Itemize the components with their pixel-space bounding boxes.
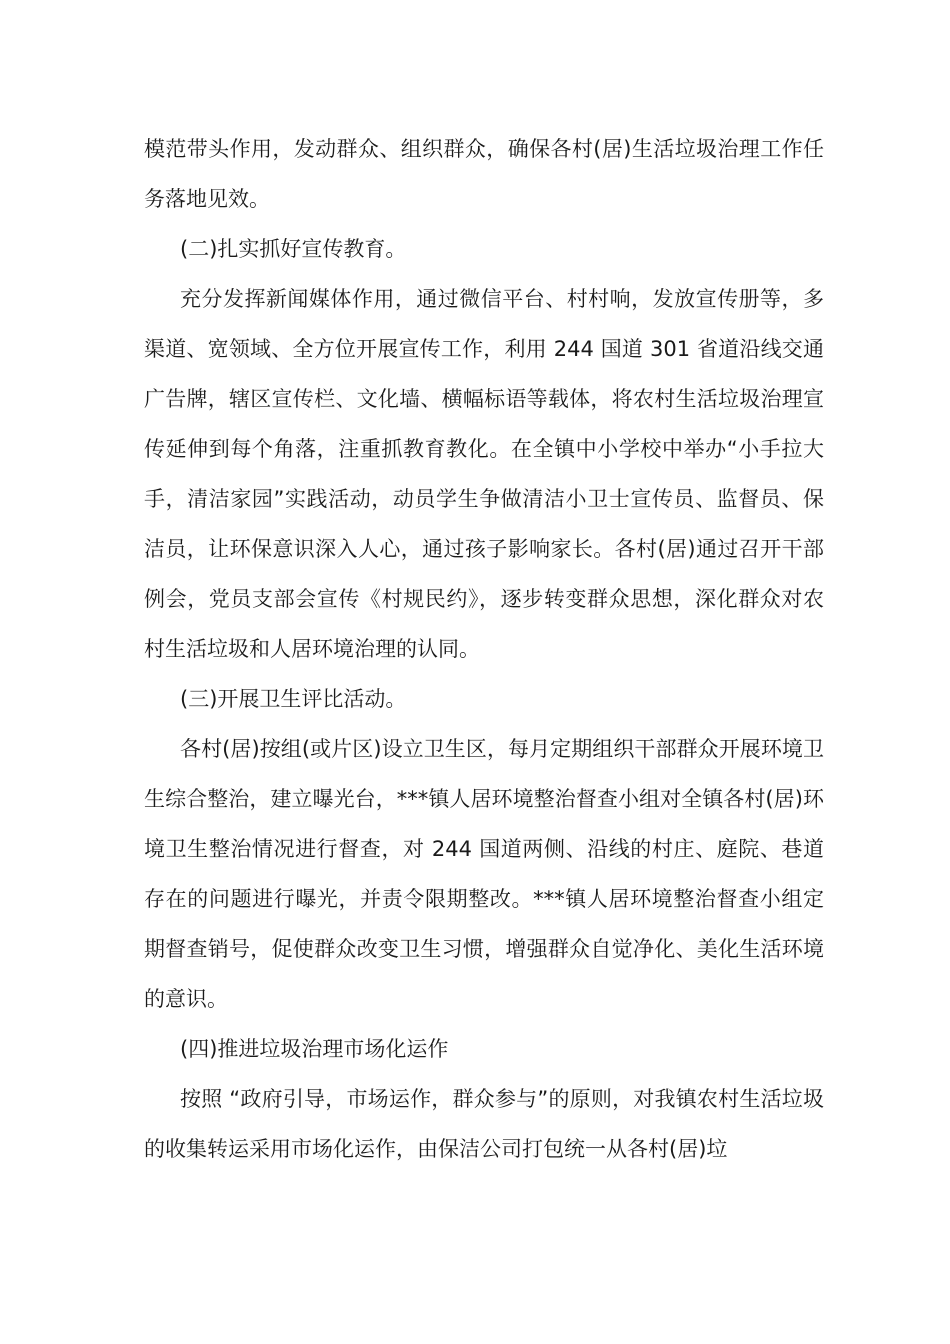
section-heading-2: (二)扎实抓好宣传教育。	[180, 237, 407, 261]
paragraph-publicity: 充分发挥新闻媒体作用，通过微信平台、村村响，发放宣传册等，多渠道、宽领域、全方位开展宣传工作，利用 244 国道 301 省道沿线交通广告牌，辖区宣传栏、文化墙、横幅标语等载体，将农村生活垃圾治理宣传延伸到每个角落，注重抓教育教化。在全镇中小学校中举办“小手拉大手，清洁家园”实践活动，动员学生争做清洁小卫士宣传员、监督员、保洁员，让环保意识深入人心，通过孩子影响家长。各村(居)通过召开干部例会，党员支部会宣传《村规民约》，逐步转变群众思想，深化群众对农村生活垃圾和人居环境治理的认同。	[144, 287, 824, 661]
section-heading-3: (三)开展卫生评比活动。	[180, 687, 407, 711]
section-heading-4: (四)推进垃圾治理市场化运作	[180, 1037, 449, 1061]
paragraph-market-operation: 按照 “政府引导，市场运作，群众参与”的原则，对我镇农村生活垃圾的收集转运采用市场化运作，由保洁公司打包统一从各村(居)垃	[144, 1087, 824, 1161]
paragraph-continuation: 模范带头作用，发动群众、组织群众，确保各村(居)生活垃圾治理工作任务落地见效。	[144, 137, 824, 211]
paragraph-sanitation: 各村(居)按组(或片区)设立卫生区，每月定期组织干部群众开展环境卫生综合整治，建立曝光台，***镇人居环境整治督查小组对全镇各村(居)环境卫生整治情况进行督查，对 244 国道两侧、沿线的村庄、庭院、巷道存在的问题进行曝光，并责令限期整改。***镇人居环境整治督查小组定期督查销号，促使群众改变卫生习惯，增强群众自觉净化、美化生活环境的意识。	[144, 737, 824, 1011]
document-body	[144, 124, 824, 1174]
